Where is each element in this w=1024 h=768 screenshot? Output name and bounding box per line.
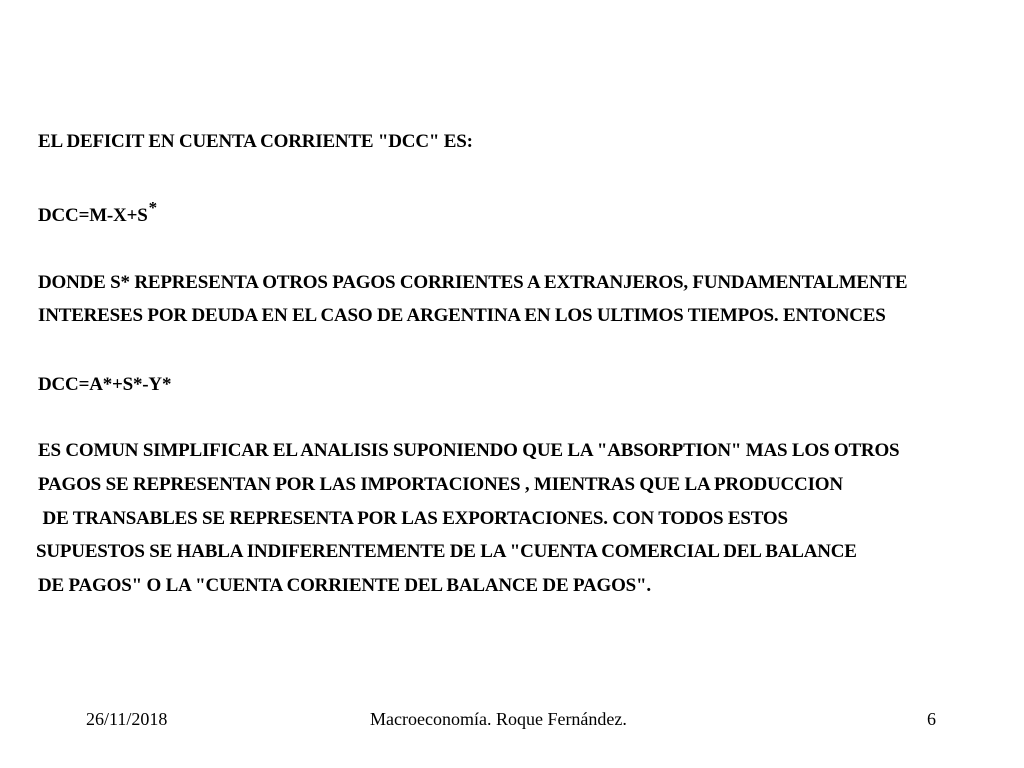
footer-title: Macroeconomía. Roque Fernández. [370,709,627,729]
paragraph-2-line-4: SUPUESTOS SE HABLA INDIFERENTEMENTE DE LA "CUENTA COMERCIAL DEL BALANCE [36,541,857,562]
slide-heading: EL DEFICIT EN CUENTA CORRIENTE "DCC" ES: [38,131,473,152]
formula-dcc-2: DCC=A*+S*-Y* [38,374,172,395]
footer-date: 26/11/2018 [86,709,168,729]
formula-dcc-1 [38,198,157,227]
paragraph-2-line-2: PAGOS SE REPRESENTAN POR LAS IMPORTACIONES , MIENTRAS QUE LA PRODUCCION [38,474,843,495]
formula-dcc-1-superscript: * [148,198,157,217]
footer-page-number: 6 [927,709,936,729]
paragraph-1-line-2: INTERESES POR DEUDA EN EL CASO DE ARGENTINA EN LOS ULTIMOS TIEMPOS. ENTONCES [38,305,886,326]
paragraph-2-line-5: DE PAGOS" O LA "CUENTA CORRIENTE DEL BALANCE DE PAGOS". [38,575,651,596]
formula-dcc-1-text: DCC=M-X+S [38,205,148,226]
paragraph-2-line-3: DE TRANSABLES SE REPRESENTA POR LAS EXPORTACIONES. CON TODOS ESTOS [38,508,788,529]
paragraph-2-line-1: ES COMUN SIMPLIFICAR EL ANALISIS SUPONIENDO QUE LA "ABSORPTION" MAS LOS OTROS [38,440,900,461]
paragraph-1-line-1: DONDE S* REPRESENTA OTROS PAGOS CORRIENTES A EXTRANJEROS, FUNDAMENTALMENTE [38,272,908,293]
